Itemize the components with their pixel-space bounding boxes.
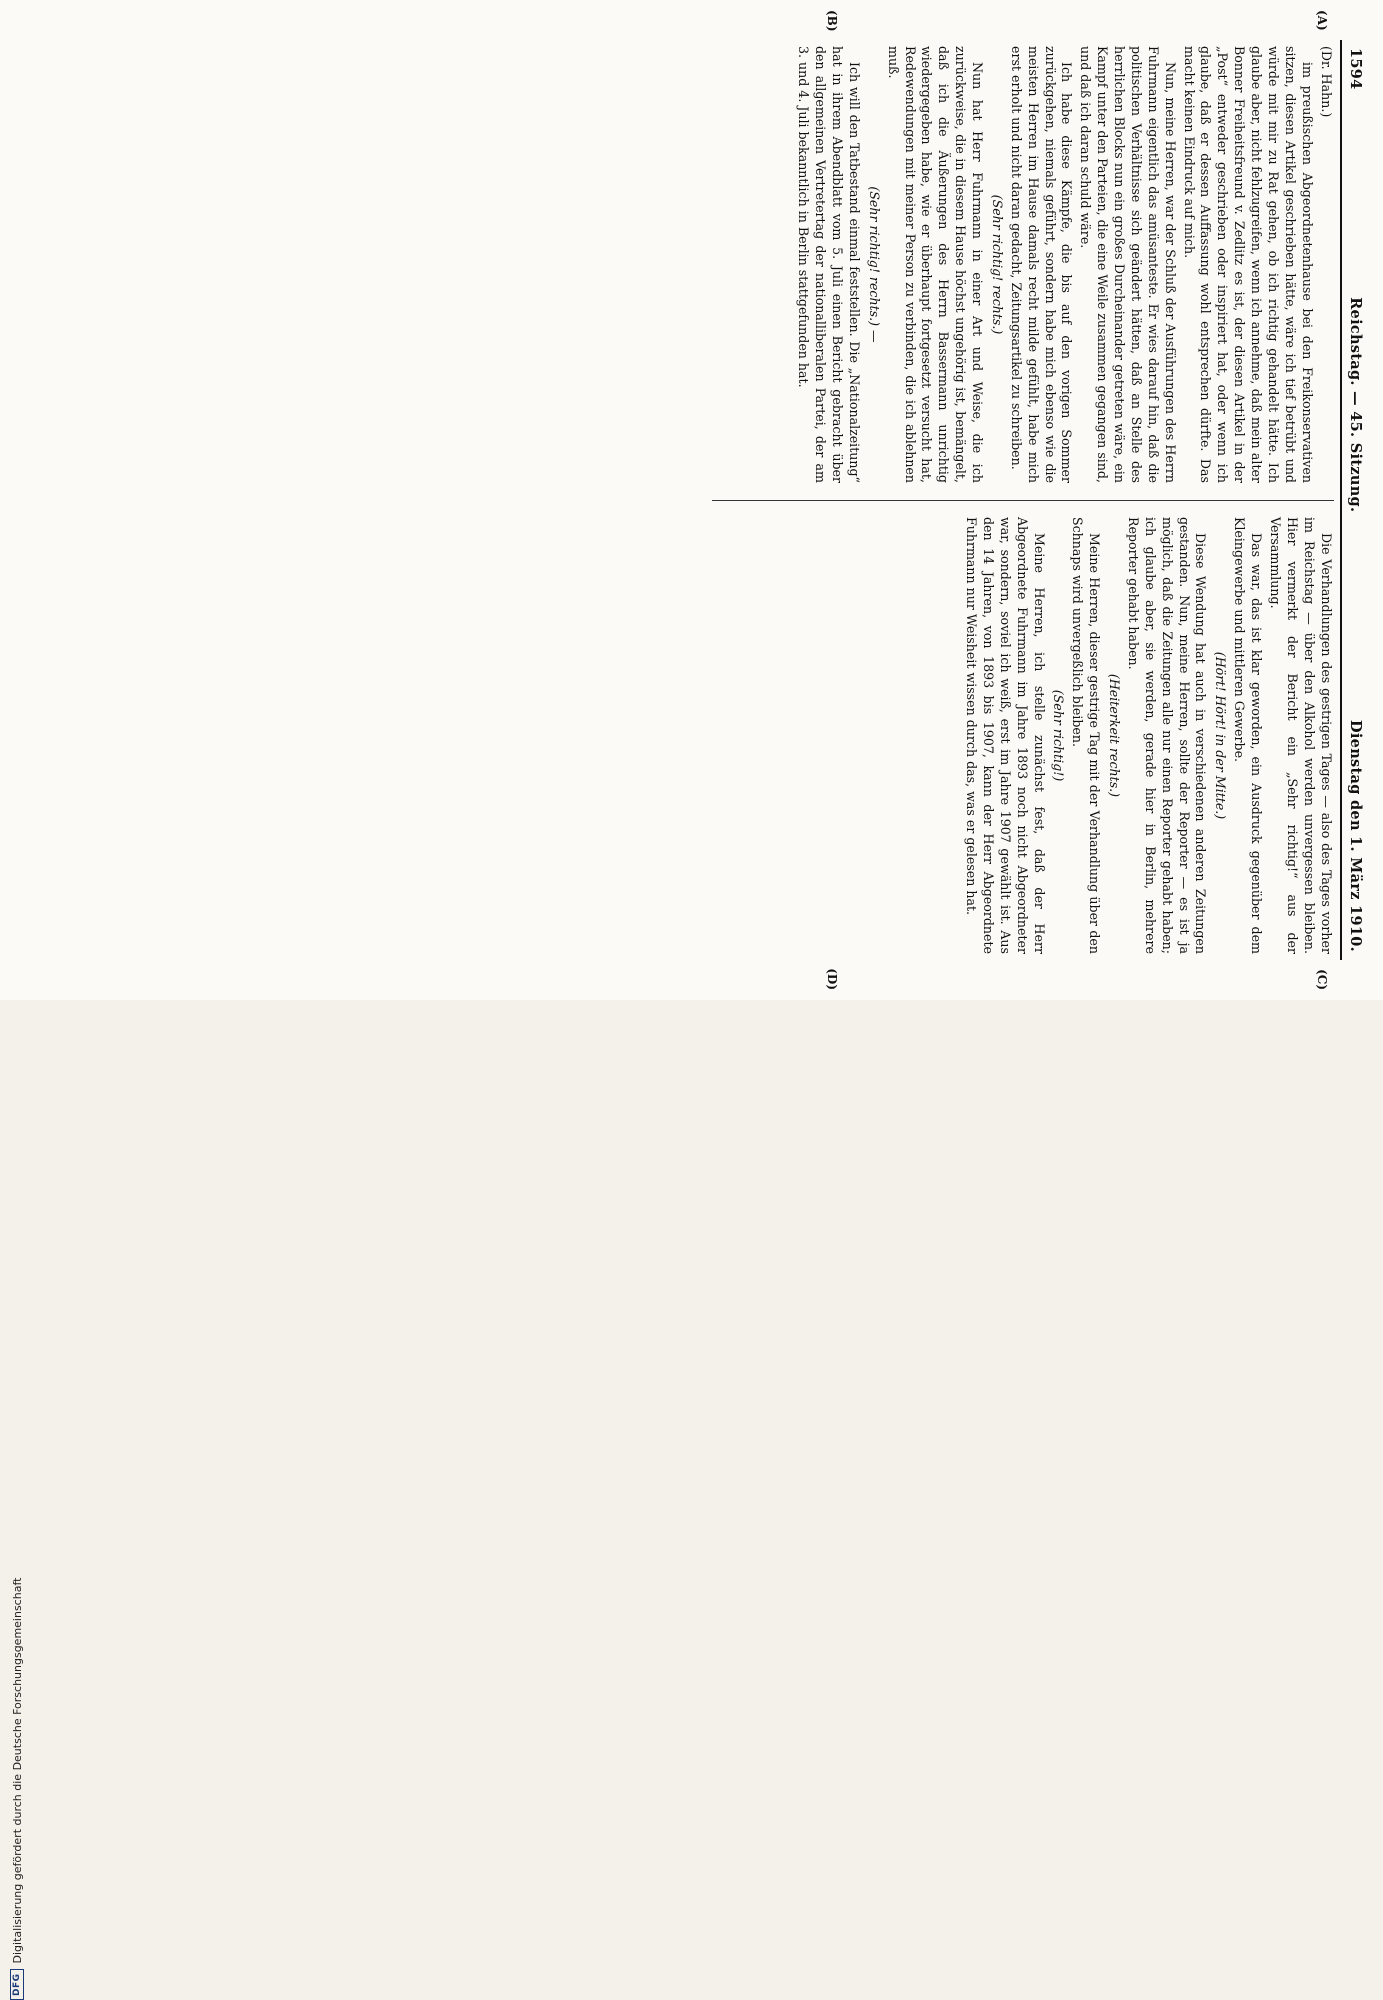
margin-mark-c: (C) [1314, 969, 1329, 990]
interjection: (Sehr richtig! rechts.) — [866, 186, 882, 343]
paragraph: Das war, das ist klar geworden, ein Ausdruck gegenüber dem Kleingewerbe und mittleren Gewerbe. [1232, 517, 1265, 954]
credit-strip [4, 1000, 24, 2000]
paragraph: Nun, meine Herren, war der Schluß der Ausführungen des Herrn Fuhrmann eigentlich das amüsanteste. Er wies darauf hin, daß die politischen Verhältnisse sich geändert hätten, daß an Stelle des herrlichen Blocks nun ein großes Durcheinander getreten wäre, ein Kampf unter den Parteien, die eine Weile zusammen gegangen sind, und daß ich daran schuld wäre. [1078, 46, 1178, 483]
margin-mark-a: (A) [1314, 10, 1329, 31]
interjection: (Hört! Hört! in der Mitte.) [1213, 651, 1229, 820]
text-columns [792, 10, 1339, 990]
running-header [1340, 40, 1371, 960]
interjection: (Sehr richtig! rechts.) [989, 194, 1005, 335]
column-divider [712, 500, 1333, 501]
left-column [792, 46, 1333, 483]
speaker-name: (Dr. Hahn.) [1318, 46, 1334, 118]
header-title: Reichstag. — 45. Sitzung. [1347, 297, 1364, 513]
paragraph: Meine Herren, dieser gestrige Tag mit der Verhandlung über den Schnaps wird unvergeßlich bleiben. [1070, 517, 1103, 954]
paragraph: Nun hat Herr Fuhrmann in einer Art und Weise, die ich zurückweise, die in diesem Hause höchst ungehörig ist, bemängelt, daß ich die Äußerungen des Herrn Bassermann unrichtig wiedergegeben habe, wie er überhaupt fortgesetzt versucht hat, Redewendungen mit meiner Person zu verbinden, die ich ablehnen muß. [885, 46, 986, 483]
dfg-logo-icon: DFG [10, 1969, 24, 2000]
margin-mark-d: (D) [824, 968, 839, 990]
margin-mark-b: (B) [824, 10, 839, 32]
page-number: 1594 [1347, 48, 1364, 90]
credit-text: Digitalisierung gefördert durch die Deutsche Forschungsgemeinschaft [10, 1577, 24, 1964]
interjection: (Heiterkeit rechts.) [1107, 673, 1123, 798]
header-date: Dienstag den 1. März 1910. [1347, 719, 1364, 952]
paragraph: Ich will den Tatbestand einmal feststellen. Die „Nationalzeitung“ hat in ihrem Abendblatt vom 5. Juli einen Bericht gebracht über den allgemeinen Vertretertag der nationalliberalen Partei, der am 3. und 4. Juli bekanntlich in Berlin stattgefunden hat. [796, 46, 862, 483]
paragraph: im preußischen Abgeordnetenhause bei den Freikonservativen sitzen, diesen Artikel geschrieben hätte, wäre ich tief betrübt und würde mit mir zu Rat gehen, ob ich richtig gehandelt hätte. Ich glaube aber, nicht fehlzugreifen, wenn ich annehme, daß mein alter Bonner Freiheitsfreund v. Zedlitz es ist, der diesen Artikel in der „Post“ entweder geschrieben oder inspiriert hat, oder wenn ich glaube, daß er dessen Auffassung wohl entsprechen dürfte. Das macht keinen Eindruck auf mich. [1181, 46, 1315, 483]
paragraph: Meine Herren, ich stelle zunächst fest, daß der Herr Abgeordnete Fuhrmann im Jahre 1893 noch nicht Abgeordneter war, sondern, soviel ich weiß, erst im Jahre 1907 gewählt ist. Aus den 14 Jahren, von 1893 bis 1907, kann der Herr Abgeordnete Fuhrmann nur Weisheit wissen durch das, was er gelesen hat. [964, 517, 1047, 954]
interjection: (Sehr richtig!) [1051, 689, 1067, 782]
paragraph: Ich habe diese Kämpfe, die bis auf den vorigen Sommer zurückgehen, niemals geführt, sondern habe mich ebenso wie die meisten Herren im Hause damals recht milde gefühlt, habe mich erst erholt und nicht daran gedacht, Zeitungsartikel zu schreiben. [1008, 46, 1075, 483]
paragraph: Diese Wendung hat auch in verschiedenen anderen Zeitungen gestanden. Nun, meine Herren, sollte der Reporter — es ist ja möglich, daß die Zeitungen alle nur einen Reporter gehabt haben; ich glaube aber, sie werden, gerade hier in Berlin, mehrere Reporter gehabt haben. [1125, 517, 1209, 954]
paragraph: Die Verhandlungen des gestrigen Tages — also des Tages vorher im Reichstag — über den Alkohol werden unvergessen bleiben. Hier vermerkt der Bericht ein „Sehr richtig!“ aus der Versammlung. [1267, 517, 1334, 954]
right-column [792, 517, 1333, 954]
